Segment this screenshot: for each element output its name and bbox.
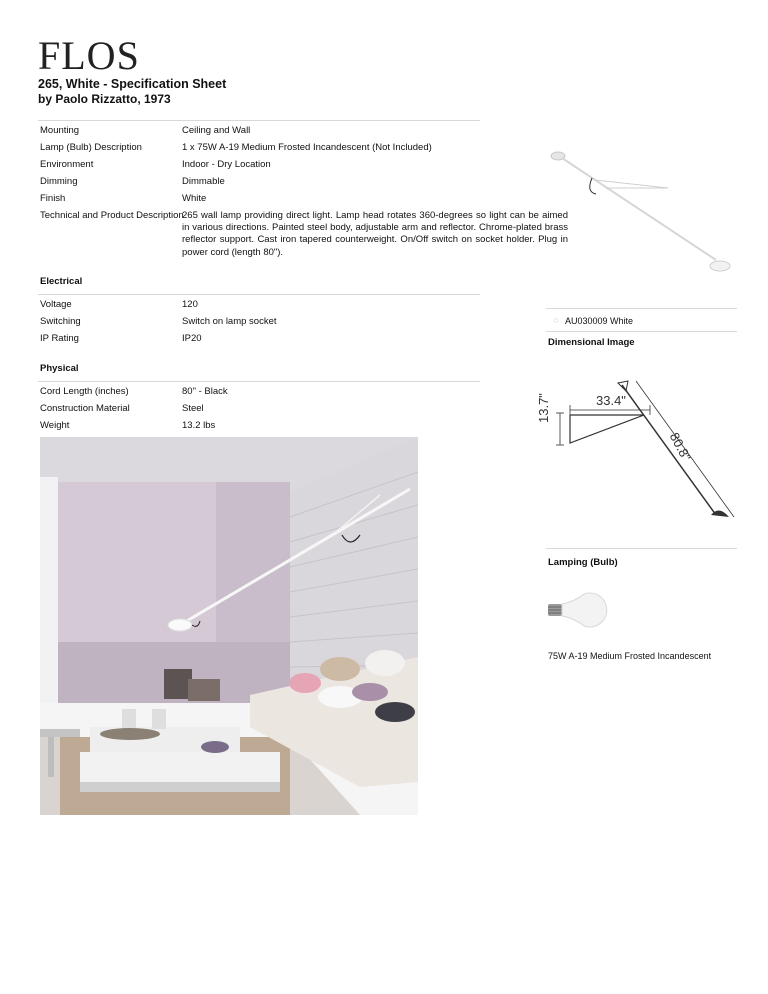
- spec-value: 13.2 lbs: [182, 420, 216, 431]
- room-photo: [40, 437, 418, 815]
- spec-label: Cord Length (inches): [40, 386, 129, 397]
- section-heading-electrical: Electrical: [40, 276, 83, 287]
- dimension-length: 80.8": [666, 430, 695, 464]
- spec-value: Dimmable: [182, 176, 225, 187]
- dimension-height: 13.7": [536, 393, 551, 423]
- divider: [546, 308, 737, 309]
- spec-label: Lamp (Bulb) Description: [40, 142, 142, 153]
- section-heading-physical: Physical: [40, 363, 79, 374]
- dimension-width: 33.4": [596, 393, 626, 408]
- spec-value: Indoor - Dry Location: [182, 159, 271, 170]
- spec-value: IP20: [182, 333, 202, 344]
- variant-icon: ◌: [553, 315, 559, 325]
- spec-value: 265 wall lamp providing direct light. Lamp head rotates 360-degrees so light can be aimed in various directions. Painted steel body, adjustable arm and reflector. Chrome-plated brass reflector support. Cast iron tapered counterweight. On/Off switch on socket holder. Plug in power cord (length 80").: [182, 210, 568, 258]
- spec-label: Mounting: [40, 125, 80, 136]
- spec-value: Ceiling and Wall: [182, 125, 251, 136]
- variant-code: AU030009 White: [565, 316, 634, 326]
- bulb-caption: 75W A-19 Medium Frosted Incandescent: [548, 651, 712, 661]
- divider: [38, 120, 480, 121]
- spec-label: Weight: [40, 420, 70, 431]
- divider: [38, 294, 480, 295]
- brand-logo: FLOS: [38, 33, 140, 78]
- spec-value: 80" - Black: [182, 386, 228, 397]
- spec-label: Voltage: [40, 299, 72, 310]
- spec-label: Construction Material: [40, 403, 130, 414]
- spec-label: Switching: [40, 316, 81, 327]
- dimensional-drawing: [546, 375, 741, 535]
- page-subtitle: by Paolo Rizzatto, 1973: [38, 92, 171, 106]
- spec-value: Steel: [182, 403, 204, 414]
- page-title: 265, White - Specification Sheet: [38, 77, 227, 91]
- spec-value: White: [182, 193, 207, 204]
- bulb-icon: [546, 590, 616, 630]
- spec-label: Technical and Product Description: [40, 210, 184, 221]
- spec-value: 1 x 75W A-19 Medium Frosted Incandescent (Not Included): [182, 142, 432, 153]
- section-heading-lamping: Lamping (Bulb): [548, 557, 618, 568]
- product-image: [540, 140, 740, 290]
- spec-label: Dimming: [40, 176, 78, 187]
- divider: [546, 331, 737, 332]
- section-heading-dimensional: Dimensional Image: [548, 337, 635, 348]
- living-room-image: [40, 437, 418, 815]
- spec-value: 120: [182, 299, 198, 310]
- divider: [38, 381, 480, 382]
- spec-value: Switch on lamp socket: [182, 316, 277, 327]
- spec-label: Finish: [40, 193, 66, 204]
- spec-label: Environment: [40, 159, 94, 170]
- divider: [546, 548, 737, 549]
- spec-label: IP Rating: [40, 333, 79, 344]
